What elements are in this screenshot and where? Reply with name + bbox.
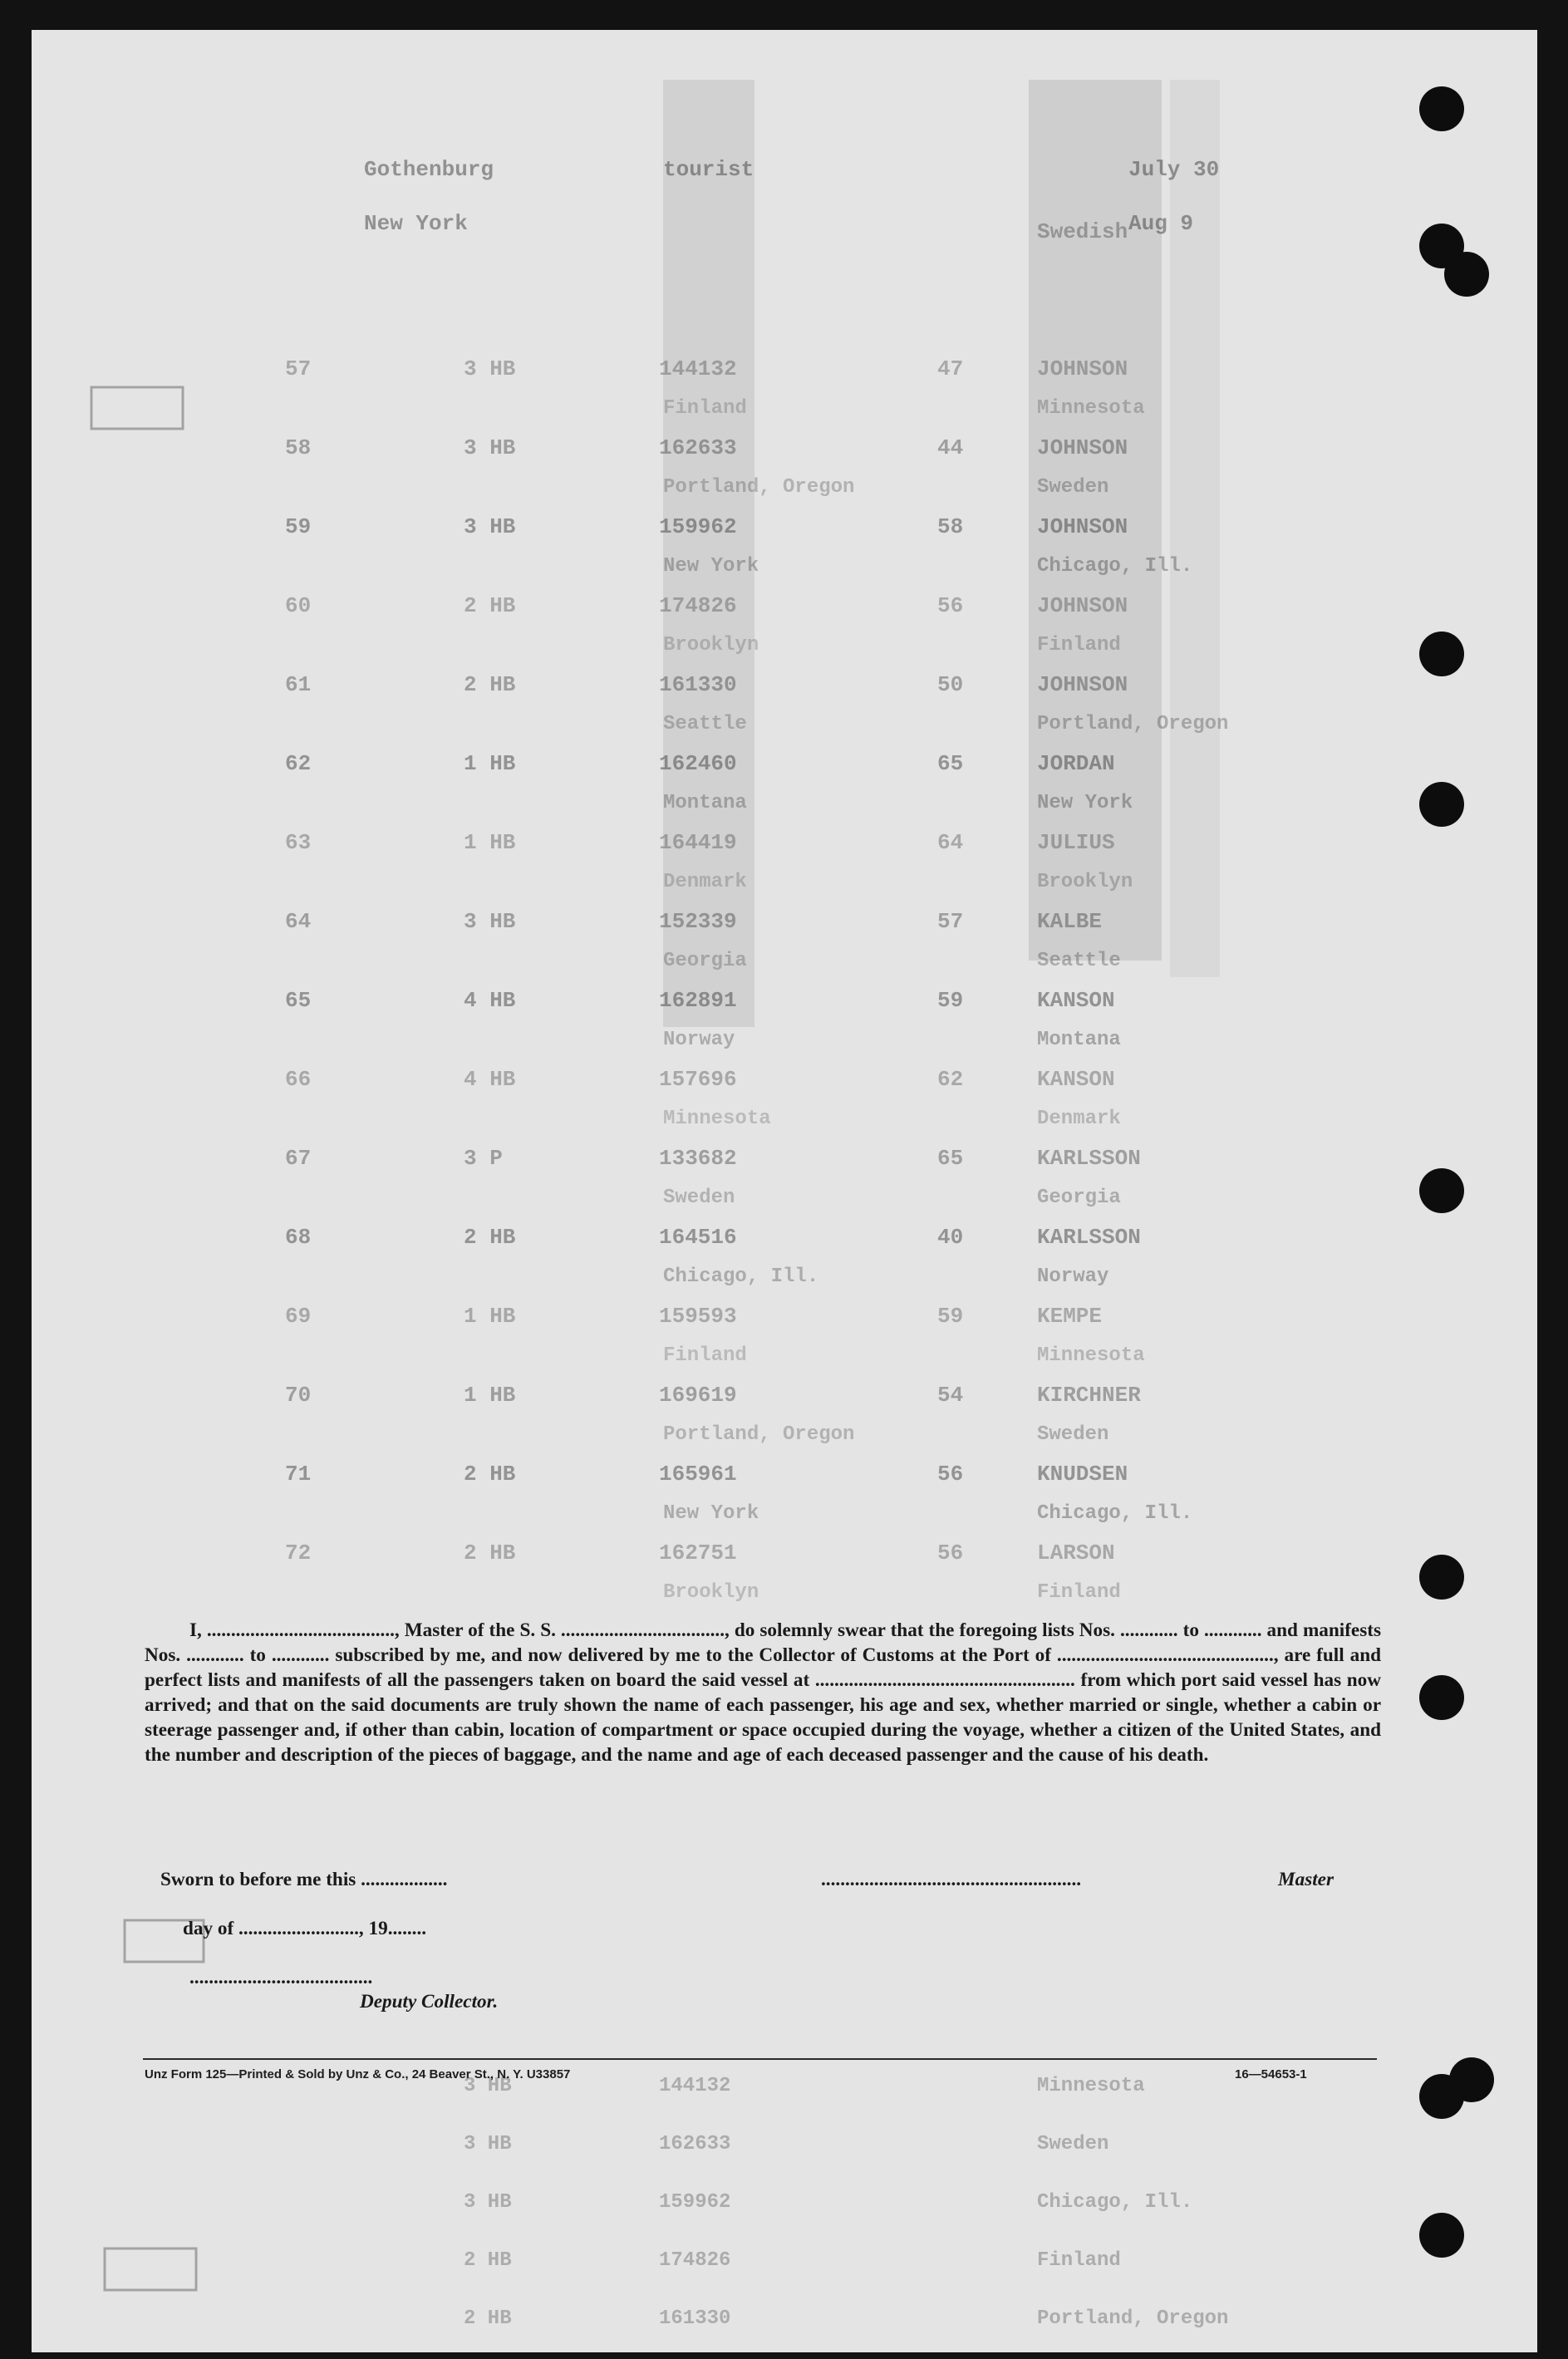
bleed-class: 3 P xyxy=(464,1146,503,1171)
bleed-header: New York xyxy=(364,211,468,236)
bleed-class: 2 HB xyxy=(464,2307,512,2330)
bleed-place: Portland, Oregon xyxy=(1037,713,1229,735)
bleed-cert: 144132 xyxy=(659,2075,731,2097)
bleed-surname: KNUDSEN xyxy=(1037,1462,1128,1487)
bleed-place: Georgia xyxy=(1037,1187,1121,1209)
bleed-origin: Brooklyn xyxy=(663,1581,759,1604)
bleed-surname: KARLSSON xyxy=(1037,1146,1141,1171)
bleed-row: 70 xyxy=(285,1383,312,1408)
bleed-place: Montana xyxy=(1037,1029,1121,1051)
bleed-age: 47 xyxy=(937,356,964,381)
bleed-place: Seattle xyxy=(1037,950,1121,972)
bleed-age: 64 xyxy=(937,830,964,855)
sworn-line: Sworn to before me this .................. xyxy=(160,1869,448,1890)
bleed-row: 66 xyxy=(285,1067,312,1092)
bleed-surname: JOHNSON xyxy=(1037,672,1128,697)
bleed-row: 63 xyxy=(285,830,312,855)
bleed-origin: Minnesota xyxy=(663,1108,771,1130)
bleed-surname: KANSON xyxy=(1037,988,1115,1013)
bleed-place: Sweden xyxy=(1037,1423,1109,1446)
bleed-age: 44 xyxy=(937,435,964,460)
bleed-class: 3 HB xyxy=(464,356,516,381)
bleed-row: 69 xyxy=(285,1304,312,1329)
bleed-surname: JOHNSON xyxy=(1037,435,1128,460)
bleed-age: 59 xyxy=(937,988,964,1013)
punch-hole xyxy=(1419,1168,1464,1213)
bleed-cert: 164419 xyxy=(659,830,737,855)
bleed-row: 67 xyxy=(285,1146,312,1171)
bleed-age: 59 xyxy=(937,1304,964,1329)
bleed-class: 3 HB xyxy=(464,514,516,539)
bleed-class: 2 HB xyxy=(464,593,516,618)
bleed-cert: 162891 xyxy=(659,988,737,1013)
oath-text: I, ......................................., Master of the S. S. .................................., do solemnly swear that the foregoing lists Nos. ............ to ............ and manifests Nos. ............ to ............ subscribed by me, and now delivered by me to the Collector of Customs at the Port of ............................................., are full and perfect lists and manifests of all the passengers taken on board the said vessel at ...................................................... from which port said vessel has now arrived; and that on the said documents are truly shown the name of each passenger, his age and sex, whether married or single, whether a cabin or steerage passenger and, if other than cabin, location of compartment or space occupied during the voyage, whether a citizen of the United States, and the number and description of the pieces of baggage, and the name and age of each deceased passenger and the cause of his death. xyxy=(145,1619,1381,1766)
bleed-row: 59 xyxy=(285,514,312,539)
punch-hole xyxy=(1444,252,1489,297)
bleed-class: 1 HB xyxy=(464,830,516,855)
bleed-cert: 161330 xyxy=(659,672,737,697)
footer-rule xyxy=(143,2058,1377,2060)
bleed-origin: Finland xyxy=(663,397,747,420)
bleed-place: Chicago, Ill. xyxy=(1037,555,1193,577)
bleed-cert: 169619 xyxy=(659,1383,737,1408)
bleed-class: 1 HB xyxy=(464,1304,516,1329)
bleed-cert: 159962 xyxy=(659,514,737,539)
bleed-cert: 162751 xyxy=(659,1541,737,1565)
bleed-row: 72 xyxy=(285,1541,312,1565)
margin-stamp xyxy=(91,387,183,429)
bleed-place: Minnesota xyxy=(1037,2075,1145,2097)
bleed-cert: 133682 xyxy=(659,1146,737,1171)
bleed-surname: KARLSSON xyxy=(1037,1225,1141,1250)
bleed-cert: 162460 xyxy=(659,751,737,776)
form-imprint: Unz Form 125—Printed & Sold by Unz & Co., 24 Beaver St., N. Y. U33857 xyxy=(145,2067,571,2081)
bleed-row: 62 xyxy=(285,751,312,776)
bleed-origin: Portland, Oregon xyxy=(663,476,855,499)
bleed-place: Finland xyxy=(1037,2249,1121,2272)
bleed-row: 65 xyxy=(285,988,312,1013)
punch-hole xyxy=(1419,86,1464,131)
bleed-origin: Portland, Oregon xyxy=(663,1423,855,1446)
manifest-page xyxy=(32,30,1537,2352)
bleed-class: 3 HB xyxy=(464,2133,512,2155)
bleed-cert: 164516 xyxy=(659,1225,737,1250)
bleed-place: Brooklyn xyxy=(1037,871,1133,893)
bleed-cert: 174826 xyxy=(659,593,737,618)
master-signature-line: ...................................................... xyxy=(821,1869,1082,1890)
bleed-surname: LARSON xyxy=(1037,1541,1115,1565)
form-number: 16—54653-1 xyxy=(1235,2067,1307,2081)
bleed-place: Portland, Oregon xyxy=(1037,2307,1229,2330)
bleed-surname: JULIUS xyxy=(1037,830,1115,855)
bleed-header: July 30 xyxy=(1128,157,1220,182)
bleed-origin: Norway xyxy=(663,1029,735,1051)
bleed-through-layer xyxy=(32,30,1537,2352)
bleed-surname: JOHNSON xyxy=(1037,356,1128,381)
bleed-cert: 157696 xyxy=(659,1067,737,1092)
bleed-surname: JOHNSON xyxy=(1037,514,1128,539)
bleed-age: 56 xyxy=(937,1462,964,1487)
bleed-origin: New York xyxy=(663,555,759,577)
bleed-row: 58 xyxy=(285,435,312,460)
punch-hole xyxy=(1419,1675,1464,1720)
bleed-class: 2 HB xyxy=(464,672,516,697)
bleed-age: 56 xyxy=(937,1541,964,1565)
bleed-header: Aug 9 xyxy=(1128,211,1194,236)
punch-hole xyxy=(1419,782,1464,827)
bleed-place: Denmark xyxy=(1037,1108,1121,1130)
bleed-surname: KANSON xyxy=(1037,1067,1115,1092)
bleed-cert: 152339 xyxy=(659,909,737,934)
bleed-cert: 144132 xyxy=(659,356,737,381)
bleed-origin: Georgia xyxy=(663,950,747,972)
collector-signature-line: ...................................... xyxy=(189,1967,373,1988)
bleed-place: Sweden xyxy=(1037,476,1109,499)
bleed-row: 57 xyxy=(285,356,312,381)
punch-hole xyxy=(1449,2057,1494,2102)
punch-hole xyxy=(1419,1555,1464,1600)
bleed-cert: 161330 xyxy=(659,2307,731,2330)
bleed-class: 4 HB xyxy=(464,1067,516,1092)
bleed-class: 3 HB xyxy=(464,2075,512,2097)
bleed-cert: 162633 xyxy=(659,435,737,460)
bleed-place: Finland xyxy=(1037,1581,1121,1604)
bleed-age: 65 xyxy=(937,1146,964,1171)
deputy-collector-label: Deputy Collector. xyxy=(360,1991,499,2013)
bleed-origin: Finland xyxy=(663,1344,747,1367)
bleed-age: 57 xyxy=(937,909,964,934)
bleed-header: Swedish xyxy=(1037,219,1128,244)
bleed-origin: Montana xyxy=(663,792,747,814)
bleed-age: 56 xyxy=(937,593,964,618)
bleed-class: 1 HB xyxy=(464,751,516,776)
bleed-origin: Sweden xyxy=(663,1187,735,1209)
bleed-origin: Seattle xyxy=(663,713,747,735)
master-label: Master xyxy=(1278,1869,1334,1890)
bleed-row: 64 xyxy=(285,909,312,934)
bleed-place: Sweden xyxy=(1037,2133,1109,2155)
punch-hole xyxy=(1419,2213,1464,2258)
bleed-surname: KEMPE xyxy=(1037,1304,1103,1329)
bleed-cert: 165961 xyxy=(659,1462,737,1487)
bleed-place: New York xyxy=(1037,792,1133,814)
bleed-age: 40 xyxy=(937,1225,964,1250)
bleed-surname: JORDAN xyxy=(1037,751,1115,776)
bleed-place: Chicago, Ill. xyxy=(1037,1502,1193,1525)
bleed-cert: 162633 xyxy=(659,2133,731,2155)
bleed-row: 71 xyxy=(285,1462,312,1487)
bleed-header: Gothenburg xyxy=(364,157,494,182)
bleed-origin: New York xyxy=(663,1502,759,1525)
day-of-line: day of ........................., 19........ xyxy=(183,1918,427,1939)
master-oath xyxy=(145,1618,1381,1767)
bleed-cert: 174826 xyxy=(659,2249,731,2272)
bleed-class: 4 HB xyxy=(464,988,516,1013)
bleed-class: 3 HB xyxy=(464,435,516,460)
bleed-cert: 159962 xyxy=(659,2191,731,2214)
bleed-origin: Chicago, Ill. xyxy=(663,1266,819,1288)
bleed-class: 2 HB xyxy=(464,1462,516,1487)
bleed-age: 65 xyxy=(937,751,964,776)
bleed-surname: KIRCHNER xyxy=(1037,1383,1141,1408)
bleed-row: 68 xyxy=(285,1225,312,1250)
bleed-place: Minnesota xyxy=(1037,397,1145,420)
bleed-place: Minnesota xyxy=(1037,1344,1145,1367)
bleed-age: 58 xyxy=(937,514,964,539)
bleed-surname: KALBE xyxy=(1037,909,1103,934)
bleed-cert: 159593 xyxy=(659,1304,737,1329)
bleed-origin: Brooklyn xyxy=(663,634,759,656)
bleed-age: 54 xyxy=(937,1383,964,1408)
bleed-age: 50 xyxy=(937,672,964,697)
bleed-surname: JOHNSON xyxy=(1037,593,1128,618)
bleed-row: 60 xyxy=(285,593,312,618)
punch-hole xyxy=(1419,632,1464,676)
bleed-age: 62 xyxy=(937,1067,964,1092)
bleed-header: tourist xyxy=(663,157,755,182)
bleed-class: 3 HB xyxy=(464,909,516,934)
bleed-origin: Denmark xyxy=(663,871,747,893)
bleed-place: Chicago, Ill. xyxy=(1037,2191,1193,2214)
bleed-class: 2 HB xyxy=(464,1541,516,1565)
bleed-place: Norway xyxy=(1037,1266,1109,1288)
bleed-class: 2 HB xyxy=(464,1225,516,1250)
bleed-class: 3 HB xyxy=(464,2191,512,2214)
bleed-row: 61 xyxy=(285,672,312,697)
bleed-place: Finland xyxy=(1037,634,1121,656)
bleed-class: 2 HB xyxy=(464,2249,512,2272)
margin-stamp xyxy=(105,2248,196,2290)
bleed-class: 1 HB xyxy=(464,1383,516,1408)
